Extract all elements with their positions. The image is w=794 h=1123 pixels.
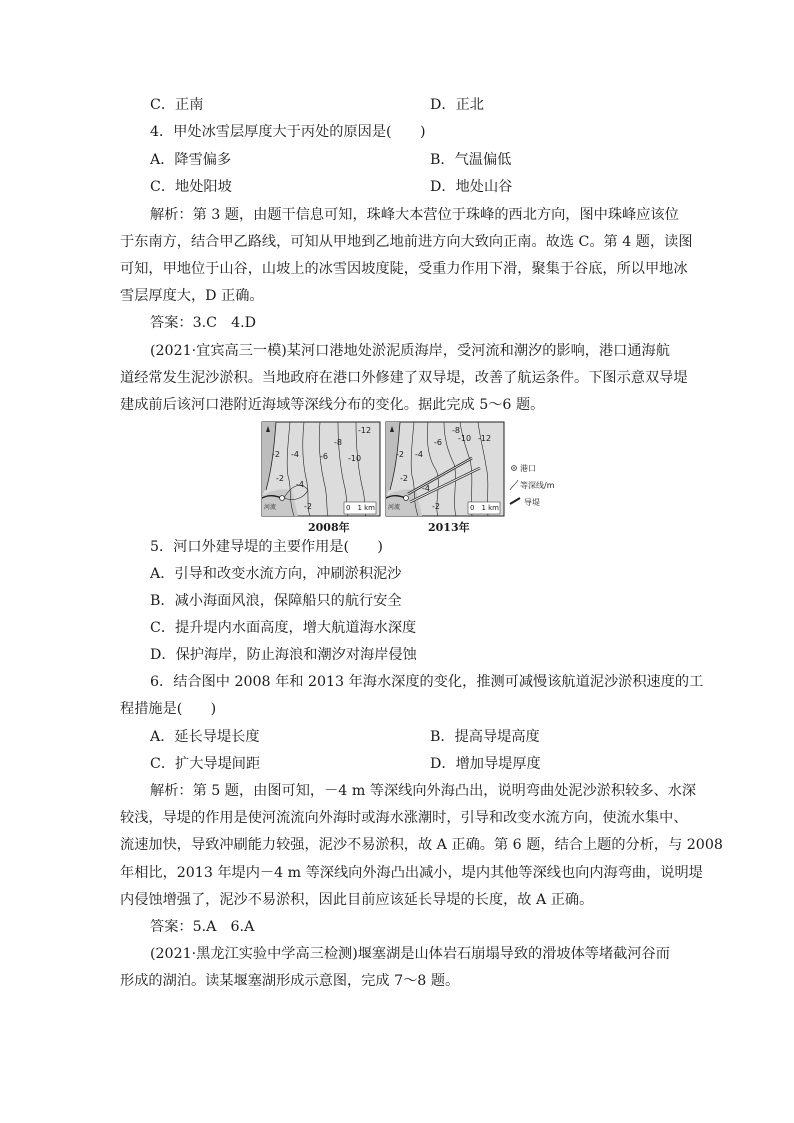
analysis2-line: 内侵蚀增强了，泥沙不易淤积，因此目前应该延长导堤的长度，故 A 正确。 bbox=[120, 892, 594, 908]
map-2008 bbox=[262, 422, 380, 516]
isobath-label: -6 bbox=[320, 452, 328, 461]
q5-option-a: A．引导和改变水流方向，冲刷淤积泥沙 bbox=[150, 566, 402, 582]
isobath-label: -10 bbox=[458, 434, 472, 443]
isobath-figure bbox=[258, 418, 558, 534]
scale-bar: 0 1 km bbox=[470, 504, 500, 512]
q5-option-b: B．减小海面风浪，保障船只的航行安全 bbox=[150, 593, 402, 609]
q4-stem: 4．甲处冰雪层厚度大于丙处的原因是( ) bbox=[150, 124, 426, 140]
isobath-label: -2 bbox=[276, 474, 284, 483]
scale-bar: 0 1 km bbox=[346, 504, 376, 512]
isobath-label: -12 bbox=[478, 434, 492, 443]
isobath-label: -6 bbox=[434, 438, 442, 447]
isobath-label: -4 bbox=[291, 450, 299, 459]
intro2-line: 建成前后该河口港附近海域等深线分布的变化。据此完成 5～6 题。 bbox=[120, 397, 545, 413]
q4-option-d: D．地处山谷 bbox=[430, 179, 513, 195]
isobath-label: -4 bbox=[422, 484, 430, 493]
isobath-label: -4 bbox=[415, 450, 423, 459]
q6-option-c: C．扩大导堤间距 bbox=[150, 756, 261, 772]
q3-option-c: C．正南 bbox=[150, 97, 204, 113]
q6-option-d: D．增加导堤厚度 bbox=[430, 756, 541, 772]
answer1: 答案：3.C 4.D bbox=[150, 315, 257, 331]
isobath-label: -12 bbox=[358, 426, 372, 435]
analysis2-line: 年相比，2013 年堤内－4 m 等深线向外海凸出减小，堤内其他等深线也向内海弯曲，说明堤 bbox=[120, 865, 703, 881]
q4-option-a: A．降雪偏多 bbox=[150, 152, 232, 168]
q4-option-b: B．气温偏低 bbox=[430, 152, 512, 168]
river-tag: 河流 bbox=[264, 504, 277, 511]
caption-2013: 2013年 bbox=[428, 521, 470, 534]
isobath-label: -8 bbox=[334, 438, 342, 447]
analysis2-line: 解析：第 5 题，由图可知，－4 m 等深线向外海凸出，说明弯曲处泥沙淤积较多、水深 bbox=[150, 783, 697, 799]
analysis1-line: 可知，甲地位于山谷，山坡上的冰雪因坡度陡，受重力作用下滑，聚集于谷底，所以甲地冰 bbox=[120, 261, 688, 277]
caption-2008: 2008年 bbox=[308, 521, 350, 534]
analysis1-line: 于东南方，结合甲乙路线，可知从甲地到乙地前进方向大致向正南。故选 C。第 4 题，读图 bbox=[120, 234, 693, 250]
q3-option-d: D．正北 bbox=[430, 97, 484, 113]
analysis1-line: 雪层厚度大，D 正确。 bbox=[120, 288, 264, 304]
isobath-label: -2 bbox=[400, 474, 408, 483]
answer2: 答案：5.A 6.A bbox=[150, 919, 255, 935]
analysis1-line: 解析：第 3 题，由题干信息可知，珠峰大本营位于珠峰的西北方向，图中珠峰应该位 bbox=[150, 207, 679, 223]
isobath-label: -2 bbox=[396, 450, 404, 459]
q4-option-c: C．地处阳坡 bbox=[150, 179, 232, 195]
q6-option-b: B．提高导堤高度 bbox=[430, 729, 540, 745]
q6-stem: 6．结合图中 2008 年和 2013 年海水深度的变化，推测可减慢该航道泥沙淤积速度的工 bbox=[150, 674, 704, 690]
isobath-label: -2 bbox=[272, 450, 280, 459]
analysis2-line: 流速加快，导致冲刷能力较强，泥沙不易淤积，故 A 正确。第 6 题，结合上题的分析，与 2008 bbox=[120, 837, 723, 853]
q5-option-d: D．保护海岸，防止海浪和潮汐对海岸侵蚀 bbox=[150, 647, 417, 663]
intro3-line: (2021·黑龙江实验中学高三检测)堰塞湖是山体岩石崩塌导致的滑坡体等堵截河谷而 bbox=[150, 946, 670, 962]
q5-stem: 5．河口外建导堤的主要作用是( ) bbox=[150, 539, 383, 555]
river-tag: 河流 bbox=[388, 504, 401, 511]
intro3-line: 形成的湖泊。读某堰塞湖形成示意图，完成 7～8 题。 bbox=[120, 973, 460, 989]
intro2-line: 道经常发生泥沙淤积。当地政府在港口外修建了双导堤，改善了航运条件。下图示意双导堤 bbox=[120, 370, 688, 386]
legend-isobath: 等深线/m bbox=[520, 481, 555, 490]
map-legend bbox=[510, 466, 520, 504]
isobath-label: -2 bbox=[304, 502, 312, 511]
q6-stem-cont: 程措施是( ) bbox=[120, 701, 217, 717]
q5-option-c: C．提升堤内水面高度，增大航道海水深度 bbox=[150, 620, 417, 636]
isobath-label: -10 bbox=[348, 454, 362, 463]
analysis2-line: 较浅，导堤的作用是使河流流向外海时或海水涨潮时，引导和改变水流方向，使流水集中、 bbox=[120, 810, 688, 826]
legend-jetty: 导堤 bbox=[524, 498, 540, 507]
isobath-label: -2 bbox=[432, 502, 440, 511]
isobath-label: -4 bbox=[296, 480, 304, 489]
legend-port: 港口 bbox=[520, 464, 536, 473]
isobath-label: -8 bbox=[452, 426, 460, 435]
intro2-line: (2021·宜宾高三一模)某河口港地处淤泥质海岸，受河流和潮汐的影响，港口通海航 bbox=[150, 343, 670, 359]
q6-option-a: A．延长导堤长度 bbox=[150, 729, 260, 745]
